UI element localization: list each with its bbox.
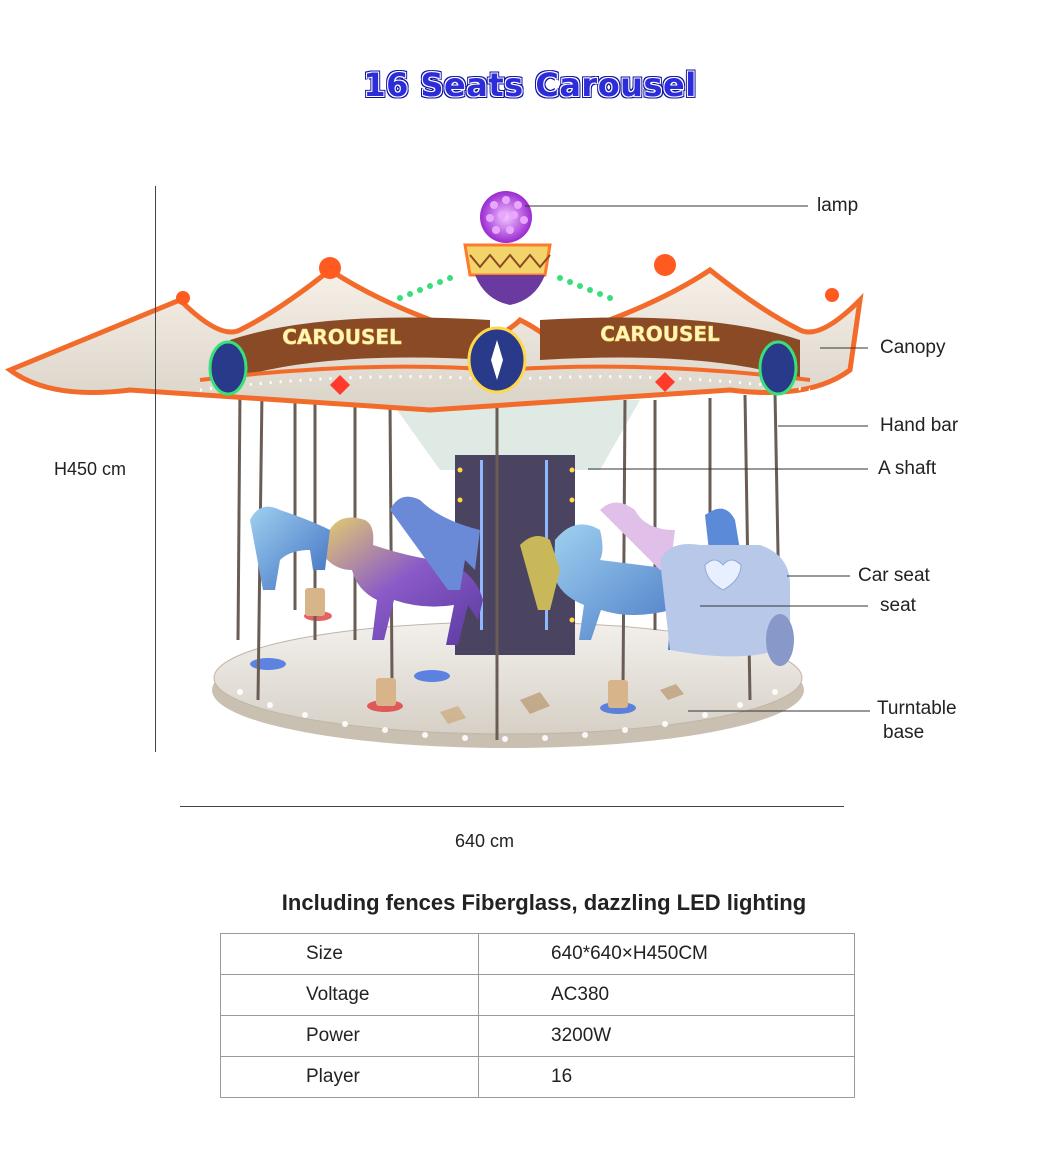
top-drum <box>465 245 550 305</box>
table-row <box>221 934 855 975</box>
spec-value-player: 16 <box>479 1057 855 1098</box>
table-row <box>221 1016 855 1057</box>
width-dimension-label: 640 cm <box>455 831 515 851</box>
canopy-sign-left: CAROUSEL <box>282 325 402 349</box>
canopy <box>10 254 860 410</box>
callout-turntable: Turntable <box>877 698 957 719</box>
callout-canopy: Canopy <box>880 337 946 358</box>
spec-key-player: Player <box>221 1057 479 1098</box>
table-row <box>221 1057 855 1098</box>
spec-key-power: Power <box>221 1016 479 1057</box>
callout-shaft: A shaft <box>878 458 937 479</box>
height-dimension-label: H450 cm <box>54 459 127 479</box>
height-dimension-line <box>155 186 156 752</box>
canopy-sign-right: CAROUSEL <box>600 322 720 346</box>
spec-value-voltage: AC380 <box>479 975 855 1016</box>
callout-lamp: lamp <box>817 195 859 216</box>
page-title: 16 Seats Carousel <box>363 66 697 104</box>
car-seat <box>660 544 794 666</box>
callout-turntable-base: base <box>883 722 925 743</box>
spec-key-voltage: Voltage <box>221 975 479 1016</box>
callout-seat: seat <box>880 595 916 616</box>
callout-hand-bar: Hand bar <box>880 415 959 436</box>
features-subtitle: Including fences Fiberglass, dazzling LED lighting <box>281 890 807 915</box>
lamp <box>480 191 532 243</box>
spec-value-size: 640*640×H450CM <box>479 934 855 975</box>
callout-car-seat: Car seat <box>858 565 930 586</box>
spec-key-size: Size <box>221 934 479 975</box>
table-row <box>221 975 855 1016</box>
specs-table <box>220 933 855 1098</box>
spec-value-power: 3200W <box>479 1016 855 1057</box>
width-dimension-line <box>180 806 844 807</box>
